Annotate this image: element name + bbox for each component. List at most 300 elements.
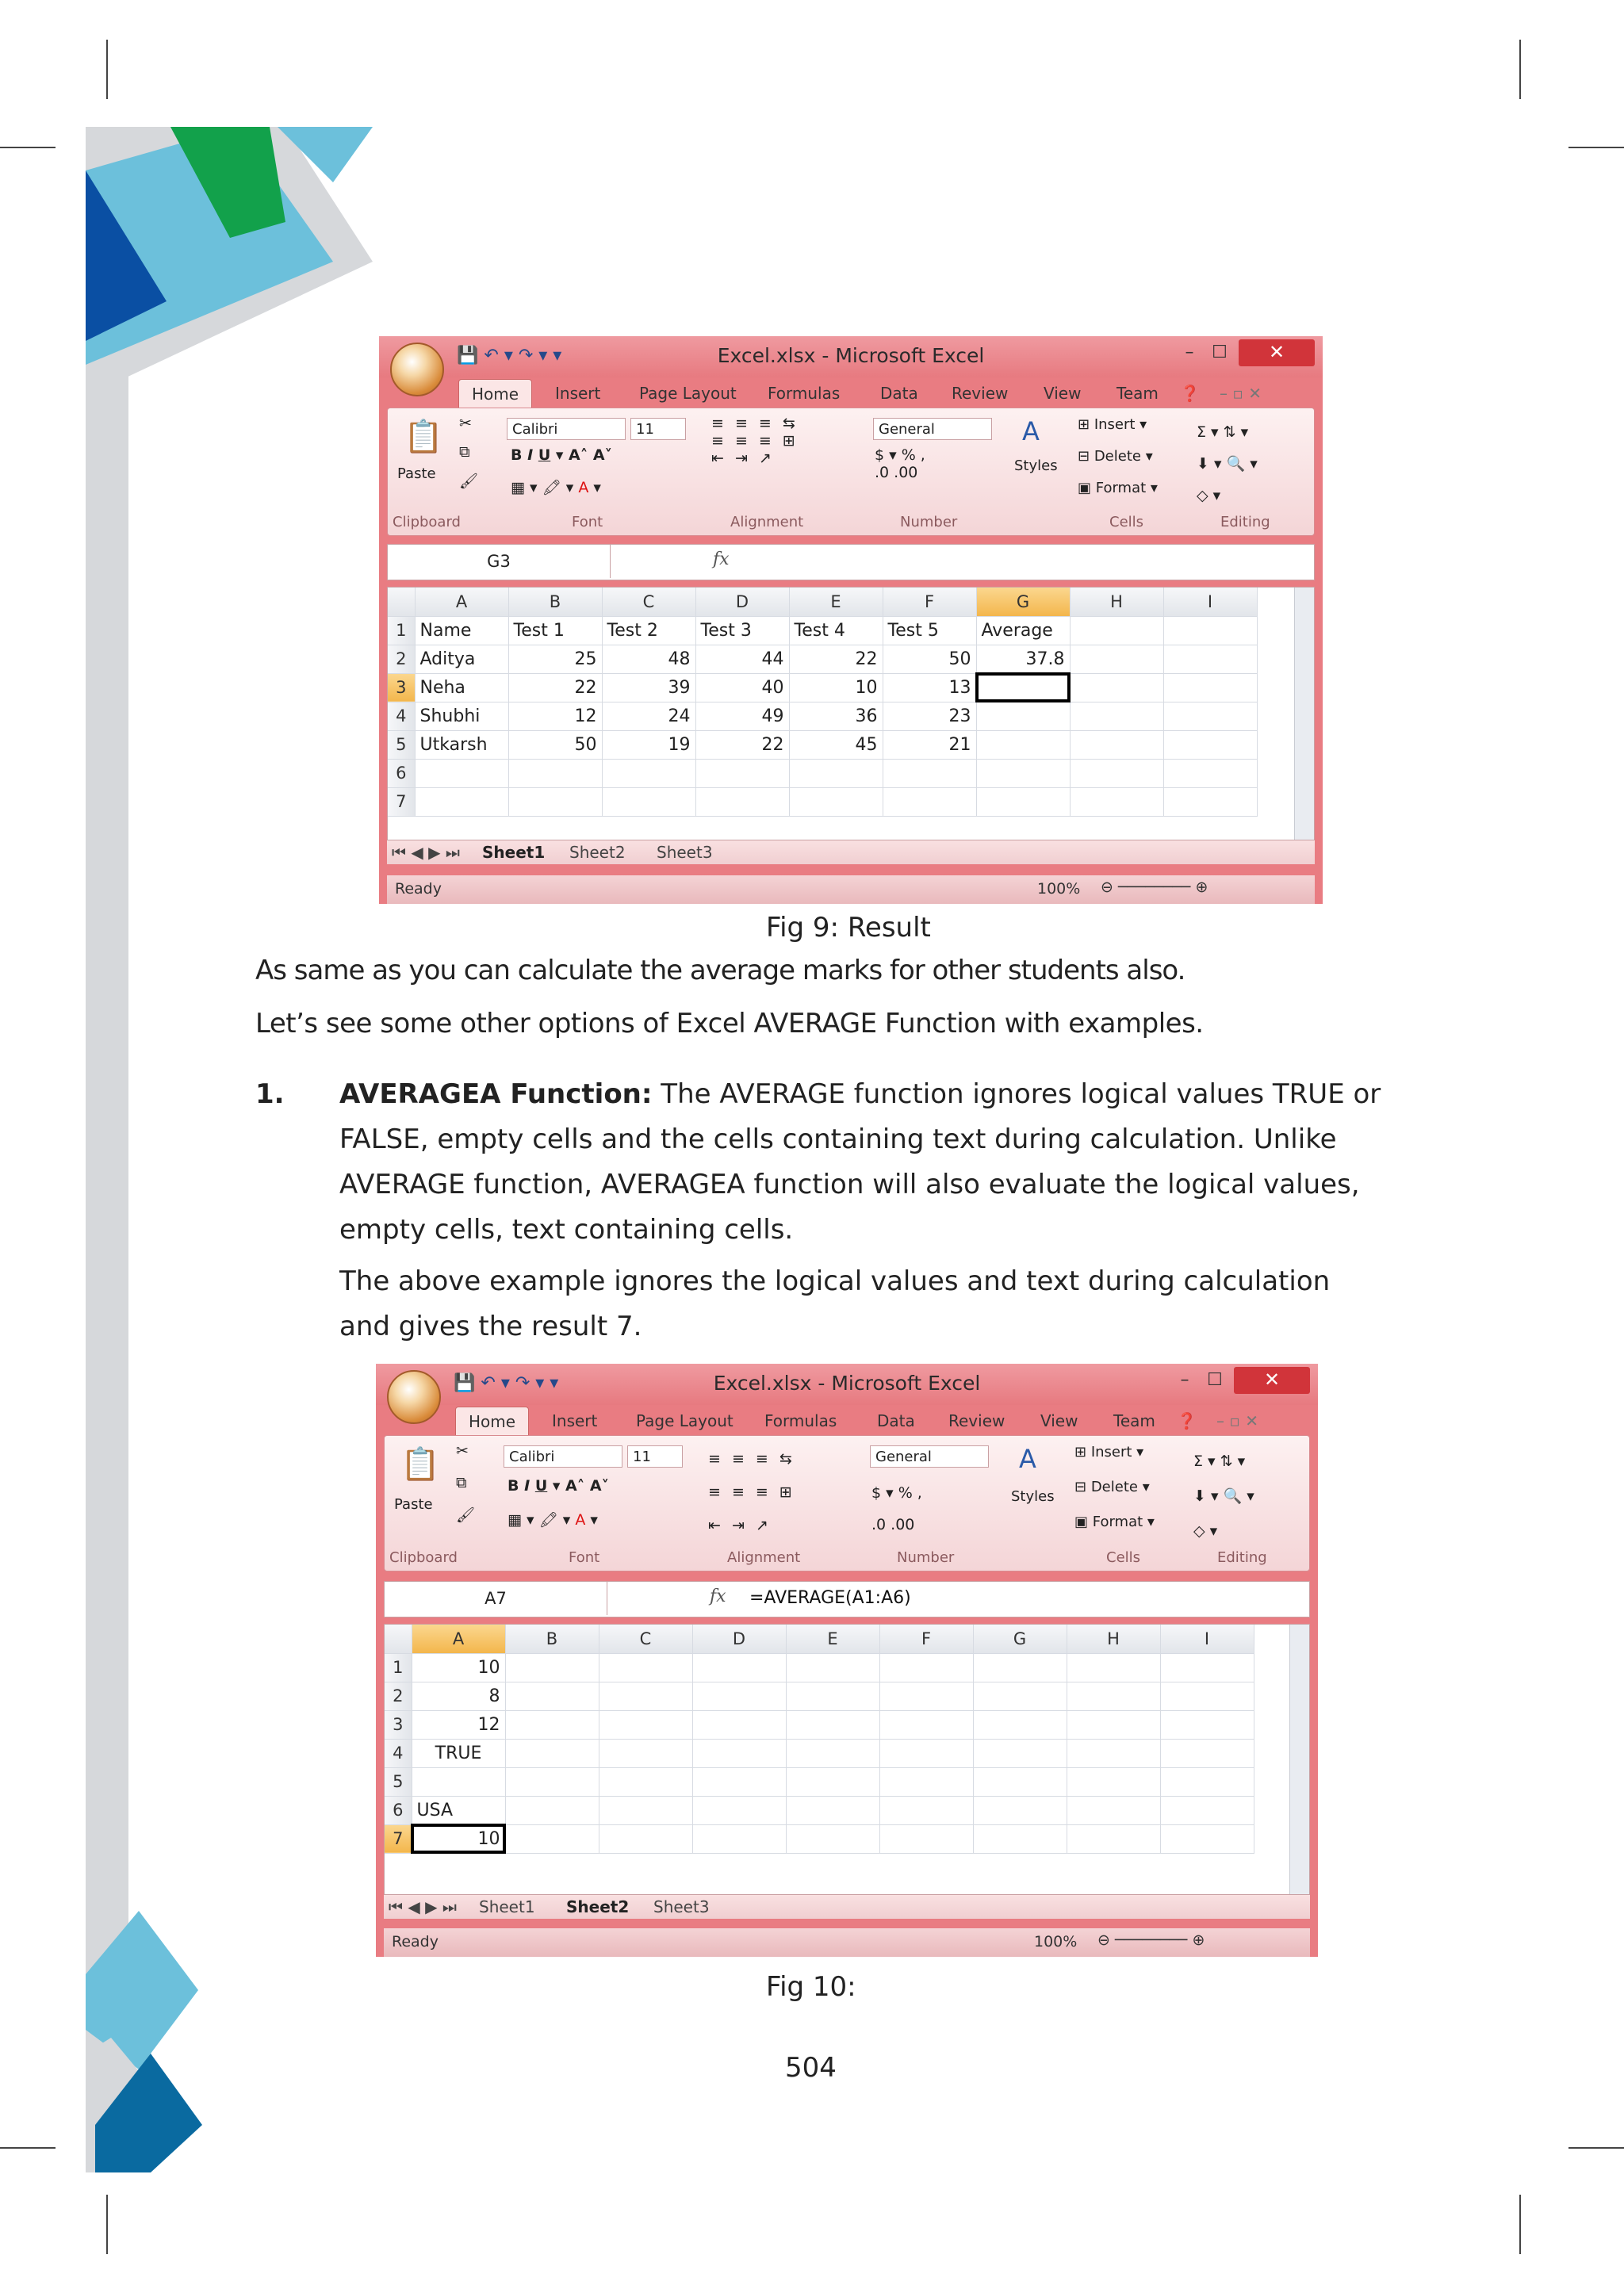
sheet-tabs-bar [387, 840, 1315, 864]
table-row [385, 1796, 1254, 1824]
maximize-button[interactable]: ☐ [1207, 1370, 1223, 1390]
number-format-select[interactable]: General [873, 418, 992, 440]
excel-window-fig10 [376, 1364, 1318, 1957]
number-format-icons[interactable]: $ ▾ % , .0 .00 [871, 1484, 922, 1533]
cell[interactable] [879, 1739, 973, 1767]
sheet-nav-buttons[interactable]: ⏮ ◀ ▶ ⏭ [392, 843, 460, 862]
cell[interactable]: USA [412, 1796, 505, 1824]
column-header[interactable]: B [505, 1625, 599, 1653]
group-label-font: Font [572, 514, 603, 530]
tab-page-layout[interactable]: Page Layout [636, 1411, 733, 1430]
cell[interactable] [1067, 1767, 1160, 1796]
cell[interactable]: 10 [789, 673, 883, 702]
cell[interactable] [505, 1682, 599, 1710]
font-name-select[interactable]: Calibri [504, 1445, 622, 1468]
border-fill-color-buttons[interactable]: ▦ ▾ 🖍 ▾ A ▾ [511, 479, 601, 496]
tab-view[interactable]: View [1040, 1411, 1078, 1430]
tab-data[interactable]: Data [877, 1411, 915, 1430]
cell[interactable] [505, 1653, 599, 1682]
cell[interactable]: Test 1 [508, 616, 602, 645]
insert-label: Insert [1094, 416, 1136, 433]
column-header[interactable]: H [1070, 588, 1163, 616]
list-number: 1. [255, 1078, 285, 1110]
cell[interactable]: Shubhi [415, 702, 508, 730]
sheet-tab-sheet3[interactable]: Sheet3 [657, 843, 713, 862]
sheet-nav-buttons[interactable]: ⏮ ◀ ▶ ⏭ [389, 1897, 457, 1916]
row-header[interactable]: 4 [388, 702, 415, 730]
cell[interactable] [1160, 1824, 1254, 1853]
cell[interactable]: 12 [412, 1710, 505, 1739]
group-label-editing: Editing [1217, 1549, 1267, 1566]
column-header[interactable]: G [976, 588, 1070, 616]
insert-label: Insert [1090, 1444, 1132, 1460]
cut-icon[interactable]: ✂ [456, 1442, 469, 1460]
delete-label: Delete [1094, 448, 1141, 465]
tab-home[interactable]: Home [455, 1407, 529, 1436]
tab-insert[interactable]: Insert [552, 1411, 598, 1430]
cell[interactable]: Test 4 [789, 616, 883, 645]
cell[interactable] [1160, 1653, 1254, 1682]
cell[interactable] [879, 1824, 973, 1853]
row-header[interactable]: 6 [388, 759, 415, 787]
tab-insert[interactable]: Insert [555, 384, 601, 403]
format-label: Format [1092, 1514, 1143, 1530]
text-line: The AVERAGE function ignores logical values TRUE or [652, 1078, 1381, 1110]
paste-button-label[interactable]: Paste [394, 1496, 433, 1513]
cell[interactable]: 40 [695, 673, 789, 702]
cell[interactable] [1160, 1710, 1254, 1739]
cell[interactable]: TRUE [412, 1739, 505, 1767]
column-header[interactable]: E [789, 588, 883, 616]
cell[interactable] [599, 1767, 692, 1796]
cell[interactable]: 8 [412, 1682, 505, 1710]
cell[interactable] [1163, 645, 1257, 673]
cell-table [385, 1625, 1254, 1854]
name-box[interactable]: G3 [388, 545, 611, 578]
cell[interactable] [786, 1796, 879, 1824]
cell[interactable]: Name [415, 616, 508, 645]
cell[interactable]: 22 [508, 673, 602, 702]
table-row [388, 645, 1257, 673]
sheet-tabs-bar [384, 1895, 1310, 1919]
cell[interactable] [602, 787, 695, 816]
name-box[interactable]: A7 [385, 1582, 607, 1615]
table-row [385, 1682, 1254, 1710]
maximize-button[interactable]: ☐ [1212, 343, 1228, 362]
font-name-select[interactable]: Calibri [507, 418, 626, 440]
cell[interactable]: 36 [789, 702, 883, 730]
group-label-number: Number [897, 1549, 955, 1566]
column-header[interactable]: E [786, 1625, 879, 1653]
table-row [388, 702, 1257, 730]
cell[interactable] [599, 1796, 692, 1824]
cell[interactable] [415, 759, 508, 787]
insert-cells-button[interactable]: ⊞ Insert ▾ [1074, 1444, 1144, 1460]
cell[interactable] [976, 702, 1070, 730]
cell[interactable] [505, 1710, 599, 1739]
zoom-level: 100% [1037, 880, 1081, 898]
cell[interactable]: 50 [883, 645, 976, 673]
border-fill-color-buttons[interactable]: ▦ ▾ 🖍 ▾ A ▾ [508, 1511, 598, 1529]
cell[interactable] [1067, 1824, 1160, 1853]
cell-table [388, 588, 1258, 817]
cell[interactable] [1070, 702, 1163, 730]
cell[interactable] [692, 1710, 786, 1739]
cell[interactable] [786, 1767, 879, 1796]
cell[interactable]: 49 [695, 702, 789, 730]
minimize-button[interactable]: – [1185, 343, 1194, 362]
cell[interactable] [412, 1767, 505, 1796]
cell[interactable] [879, 1767, 973, 1796]
function-icon[interactable]: fx [710, 1587, 726, 1606]
cell[interactable] [1070, 730, 1163, 759]
cell[interactable] [692, 1682, 786, 1710]
cell[interactable] [602, 759, 695, 787]
styles-icon[interactable]: A [1019, 1444, 1036, 1474]
cell[interactable]: 48 [602, 645, 695, 673]
cell[interactable] [1070, 673, 1163, 702]
cell[interactable] [879, 1796, 973, 1824]
sheet-tab-sheet2[interactable]: Sheet2 [569, 843, 626, 862]
sheet-tab-sheet3[interactable]: Sheet3 [653, 1897, 710, 1916]
sheet-tab-sheet2[interactable]: Sheet2 [566, 1897, 630, 1916]
tab-formulas[interactable]: Formulas [768, 384, 841, 403]
cell[interactable] [505, 1824, 599, 1853]
help-icon[interactable]: ❓ [1177, 1411, 1197, 1430]
close-button[interactable]: ✕ [1239, 339, 1315, 366]
cell[interactable] [973, 1739, 1067, 1767]
group-label-cells: Cells [1109, 514, 1144, 530]
cell[interactable] [973, 1653, 1067, 1682]
zoom-slider[interactable]: ⊖ ──────── ⊕ [1097, 1931, 1205, 1949]
column-header[interactable]: F [883, 588, 976, 616]
table-row [388, 787, 1257, 816]
format-cells-button[interactable]: ▣ Format ▾ [1078, 480, 1158, 496]
figure-caption: Fig 10: [766, 1971, 856, 2003]
title-bar [379, 336, 1323, 377]
worksheet-grid [387, 587, 1315, 840]
title-bar [376, 1364, 1318, 1405]
cell[interactable] [1160, 1767, 1254, 1796]
delete-label: Delete [1090, 1479, 1138, 1495]
cell[interactable] [1067, 1710, 1160, 1739]
cell[interactable] [1070, 645, 1163, 673]
column-header[interactable]: G [973, 1625, 1067, 1653]
tab-home[interactable]: Home [458, 379, 532, 408]
styles-button-label[interactable]: Styles [1011, 1488, 1055, 1505]
cell[interactable] [599, 1682, 692, 1710]
ribbon-tabs [376, 1405, 1318, 1435]
cell[interactable]: 12 [508, 702, 602, 730]
cell[interactable] [976, 787, 1070, 816]
cell[interactable] [1160, 1739, 1254, 1767]
table-row [388, 616, 1257, 645]
ribbon-window-controls[interactable]: – ▫ ✕ [1216, 1411, 1259, 1430]
cell[interactable] [599, 1824, 692, 1853]
font-size-select[interactable]: 11 [630, 418, 686, 440]
cell[interactable] [415, 787, 508, 816]
row-header[interactable]: 3 [385, 1710, 412, 1739]
column-header[interactable]: C [599, 1625, 692, 1653]
cell[interactable] [1163, 702, 1257, 730]
cell[interactable] [599, 1710, 692, 1739]
ribbon-home [384, 1435, 1310, 1571]
cell[interactable]: 22 [695, 730, 789, 759]
editing-icons[interactable]: Σ ▾ ⇅ ▾ ⬇ ▾ 🔍 ▾ ◇ ▾ [1197, 423, 1258, 504]
cell[interactable]: 37.8 [976, 645, 1070, 673]
cell[interactable] [786, 1682, 879, 1710]
number-format-icons[interactable]: $ ▾ % , .0 .00 [875, 446, 925, 481]
styles-button-label[interactable]: Styles [1014, 457, 1058, 474]
cell[interactable]: 50 [508, 730, 602, 759]
paste-icon[interactable]: 📋 [404, 419, 443, 455]
text-line: empty cells, text containing cells. [339, 1214, 794, 1246]
cell[interactable]: 39 [602, 673, 695, 702]
row-header[interactable]: 7 [388, 787, 415, 816]
cell[interactable] [879, 1710, 973, 1739]
table-row [388, 673, 1257, 702]
group-label-clipboard: Clipboard [393, 514, 461, 530]
cell[interactable] [692, 1824, 786, 1853]
ribbon-home [387, 408, 1315, 536]
ribbon-tabs [379, 377, 1323, 408]
function-icon[interactable]: fx [713, 549, 730, 569]
cell[interactable]: Average [976, 616, 1070, 645]
group-label-editing: Editing [1220, 514, 1270, 530]
alignment-icons[interactable]: ≡ ≡ ≡ ⇆ ≡ ≡ ≡ ⊞ ⇤ ⇥ ↗ [711, 415, 799, 467]
cell[interactable]: 19 [602, 730, 695, 759]
copy-icon[interactable]: ⧉ [456, 1474, 467, 1491]
cell[interactable] [692, 1796, 786, 1824]
row-header[interactable]: 4 [385, 1739, 412, 1767]
cell[interactable] [1163, 730, 1257, 759]
cell[interactable] [1163, 759, 1257, 787]
cell[interactable] [508, 759, 602, 787]
cell[interactable]: Neha [415, 673, 508, 702]
cell[interactable]: Test 2 [602, 616, 695, 645]
cell[interactable] [789, 759, 883, 787]
column-header[interactable]: A [412, 1625, 505, 1653]
font-size-select[interactable]: 11 [627, 1445, 683, 1468]
formula-input[interactable]: =AVERAGE(A1:A6) [749, 1588, 911, 1608]
cell[interactable] [973, 1682, 1067, 1710]
row-header[interactable]: 2 [388, 645, 415, 673]
cell[interactable] [973, 1796, 1067, 1824]
quick-access-toolbar[interactable]: 💾 ↶ ▾ ↷ ▾ ▾ [454, 1373, 559, 1393]
sheet-tab-sheet1[interactable]: Sheet1 [479, 1897, 535, 1916]
excel-window-fig9 [379, 336, 1323, 904]
column-header[interactable]: H [1067, 1625, 1160, 1653]
cell[interactable]: Test 3 [695, 616, 789, 645]
row-header[interactable]: 3 [388, 673, 415, 702]
help-icon[interactable]: ❓ [1180, 384, 1200, 403]
tab-view[interactable]: View [1044, 384, 1082, 403]
cell[interactable] [786, 1824, 879, 1853]
cell[interactable] [1160, 1682, 1254, 1710]
close-button[interactable]: ✕ [1234, 1367, 1310, 1394]
number-format-select[interactable]: General [870, 1445, 989, 1468]
select-all-corner[interactable] [385, 1625, 412, 1653]
table-row [388, 759, 1257, 787]
list-item-text [339, 1072, 1381, 1349]
row-header[interactable]: 2 [385, 1682, 412, 1710]
table-row [385, 1739, 1254, 1767]
cell[interactable]: 44 [695, 645, 789, 673]
font-format-buttons[interactable]: B I U ▾ A˄ A˅ [508, 1477, 610, 1495]
tab-page-layout[interactable]: Page Layout [639, 384, 737, 403]
delete-cells-button[interactable]: ⊟ Delete ▾ [1078, 448, 1153, 465]
formula-bar [387, 544, 1315, 580]
editing-icons[interactable]: Σ ▾ ⇅ ▾ ⬇ ▾ 🔍 ▾ ◇ ▾ [1193, 1453, 1254, 1540]
row-header[interactable]: 7 [385, 1824, 412, 1853]
cell[interactable] [1163, 616, 1257, 645]
insert-cells-button[interactable]: ⊞ Insert ▾ [1078, 416, 1147, 433]
paste-button-label[interactable]: Paste [397, 465, 436, 482]
minimize-button[interactable]: – [1180, 1370, 1189, 1390]
cell[interactable]: Aditya [415, 645, 508, 673]
column-header[interactable]: D [692, 1625, 786, 1653]
status-text: Ready [395, 880, 442, 898]
cell[interactable] [973, 1710, 1067, 1739]
column-header[interactable]: B [508, 588, 602, 616]
select-all-corner[interactable] [388, 588, 415, 616]
window-title: Excel.xlsx - Microsoft Excel [713, 1372, 981, 1395]
cell[interactable] [786, 1710, 879, 1739]
table-row [388, 730, 1257, 759]
cell[interactable] [976, 759, 1070, 787]
window-title: Excel.xlsx - Microsoft Excel [717, 344, 985, 367]
status-text: Ready [392, 1933, 439, 1950]
list-item-heading: AVERAGEA Function: [339, 1078, 653, 1110]
row-header[interactable]: 1 [388, 616, 415, 645]
cell[interactable]: 21 [883, 730, 976, 759]
cell[interactable] [879, 1682, 973, 1710]
styles-icon[interactable]: A [1022, 416, 1040, 446]
cell[interactable] [692, 1767, 786, 1796]
text-line: and gives the result 7. [339, 1311, 642, 1342]
figure-caption: Fig 9: Result [766, 912, 931, 944]
font-format-buttons[interactable]: B I U ▾ A˄ A˅ [511, 446, 613, 464]
cell[interactable] [1163, 673, 1257, 702]
cell[interactable]: 23 [883, 702, 976, 730]
cell[interactable]: 10 [412, 1653, 505, 1682]
cell[interactable] [976, 673, 1070, 702]
column-header[interactable]: I [1160, 1625, 1254, 1653]
cell[interactable] [508, 787, 602, 816]
format-painter-icon[interactable]: 🖌 [456, 1506, 476, 1524]
cell[interactable] [1070, 787, 1163, 816]
column-header[interactable]: C [602, 588, 695, 616]
cell[interactable] [786, 1739, 879, 1767]
cell[interactable] [1067, 1796, 1160, 1824]
cell[interactable]: 22 [789, 645, 883, 673]
text-line: The above example ignores the logical values and text during calculation [339, 1265, 1331, 1297]
cell[interactable] [1160, 1796, 1254, 1824]
cell[interactable] [692, 1653, 786, 1682]
table-row [385, 1710, 1254, 1739]
table-row [385, 1653, 1254, 1682]
cell[interactable] [599, 1739, 692, 1767]
cell[interactable] [883, 759, 976, 787]
tab-team[interactable]: Team [1113, 1411, 1155, 1430]
tab-review[interactable]: Review [948, 1411, 1005, 1430]
cell[interactable] [883, 787, 976, 816]
column-header[interactable]: F [879, 1625, 973, 1653]
cell[interactable]: Utkarsh [415, 730, 508, 759]
cell[interactable]: 45 [789, 730, 883, 759]
column-header[interactable]: I [1163, 588, 1257, 616]
cell[interactable] [976, 730, 1070, 759]
paste-icon[interactable]: 📋 [400, 1446, 440, 1483]
copy-icon[interactable]: ⧉ [459, 443, 470, 461]
cell[interactable] [599, 1653, 692, 1682]
cell[interactable] [692, 1739, 786, 1767]
cell[interactable] [789, 787, 883, 816]
text-line: AVERAGE function, AVERAGEA function will also evaluate the logical values, [339, 1169, 1360, 1200]
cell[interactable] [786, 1653, 879, 1682]
sheet-tab-sheet1[interactable]: Sheet1 [482, 843, 546, 862]
vertical-scrollbar[interactable] [1289, 1625, 1309, 1894]
paragraph: Let’s see some other options of Excel AVERAGE Function with examples. [255, 1008, 1204, 1039]
cell[interactable] [695, 759, 789, 787]
row-header[interactable]: 5 [385, 1767, 412, 1796]
cell[interactable] [505, 1767, 599, 1796]
cell[interactable]: 13 [883, 673, 976, 702]
cell[interactable] [973, 1824, 1067, 1853]
quick-access-toolbar[interactable]: 💾 ↶ ▾ ↷ ▾ ▾ [457, 346, 562, 366]
alignment-icons[interactable]: ≡ ≡ ≡ ⇆ ≡ ≡ ≡ ⊞ ⇤ ⇥ ↗ [708, 1450, 795, 1534]
cell[interactable] [1067, 1739, 1160, 1767]
cell[interactable]: Test 5 [883, 616, 976, 645]
group-label-clipboard: Clipboard [389, 1549, 458, 1566]
vertical-scrollbar[interactable] [1294, 588, 1314, 840]
cell[interactable]: 25 [508, 645, 602, 673]
cell[interactable]: 10 [412, 1824, 505, 1853]
cell[interactable] [505, 1796, 599, 1824]
cell[interactable] [1070, 616, 1163, 645]
tab-data[interactable]: Data [880, 384, 918, 403]
row-header[interactable]: 1 [385, 1653, 412, 1682]
tab-formulas[interactable]: Formulas [764, 1411, 837, 1430]
column-header[interactable]: D [695, 588, 789, 616]
group-label-alignment: Alignment [730, 514, 804, 530]
row-header[interactable]: 6 [385, 1796, 412, 1824]
row-header[interactable]: 5 [388, 730, 415, 759]
format-painter-icon[interactable]: 🖌 [459, 473, 479, 490]
delete-cells-button[interactable]: ⊟ Delete ▾ [1074, 1479, 1150, 1495]
cell[interactable] [879, 1653, 973, 1682]
cut-icon[interactable]: ✂ [459, 415, 472, 432]
zoom-slider[interactable]: ⊖ ──────── ⊕ [1101, 879, 1208, 896]
cell[interactable] [1067, 1682, 1160, 1710]
cell[interactable]: 24 [602, 702, 695, 730]
page-number: 504 [785, 2052, 837, 2084]
cell[interactable] [505, 1739, 599, 1767]
text-line: FALSE, empty cells and the cells containing text during calculation. Unlike [339, 1124, 1337, 1155]
status-bar [387, 875, 1315, 904]
cell[interactable] [1067, 1653, 1160, 1682]
column-header[interactable]: A [415, 588, 508, 616]
cell[interactable] [1070, 759, 1163, 787]
tab-team[interactable]: Team [1116, 384, 1159, 403]
tab-review[interactable]: Review [952, 384, 1009, 403]
ribbon-window-controls[interactable]: – ▫ ✕ [1220, 384, 1262, 403]
cell[interactable] [973, 1767, 1067, 1796]
format-cells-button[interactable]: ▣ Format ▾ [1074, 1514, 1155, 1530]
cell[interactable] [695, 787, 789, 816]
cell[interactable] [1163, 787, 1257, 816]
group-label-number: Number [900, 514, 958, 530]
